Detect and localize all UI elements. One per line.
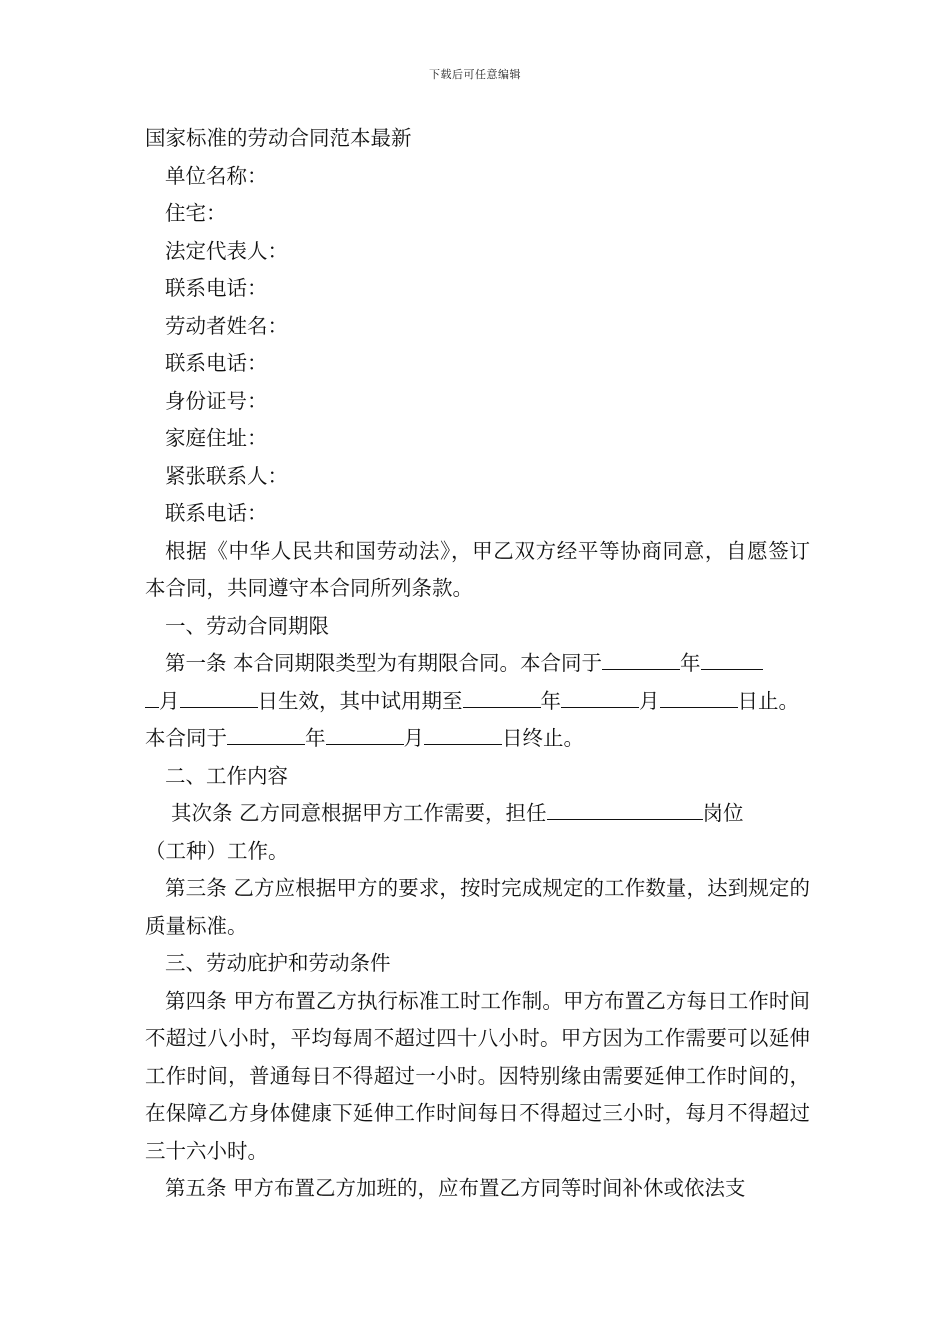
blank-start-month-part1 bbox=[701, 647, 763, 670]
label-month-2: 月 bbox=[639, 688, 660, 713]
article2-text-a: 其次条 乙方同意根据甲方工作需要，担任 bbox=[171, 801, 547, 825]
field-id-number: 身份证号： bbox=[165, 388, 268, 413]
blank-end-year bbox=[227, 722, 305, 745]
blank-probation-year bbox=[463, 685, 541, 708]
article2-paragraph bbox=[145, 795, 810, 870]
article2-line2: （工种）工作。 bbox=[145, 838, 289, 863]
article4-paragraph: 第四条 甲方布置乙方执行标准工时工作制。甲方布置乙方每日工作时间不超过八小时，平均每周不超过四十八小时。甲方因为工作需要可以延伸工作时间，普通每日不得超过一小时。因特别缘由需要延伸工作时间的，在保障乙方身体健康下延伸工作时间每日不得超过三小时，每月不得超过三十六小时。 bbox=[145, 988, 810, 1163]
article1-text-b: 日生效，其中试用期至 bbox=[257, 688, 463, 713]
blank-start-month-part2 bbox=[145, 685, 159, 708]
download-note: 下载后可任意编辑 bbox=[429, 68, 521, 81]
field-phone-emergency: 联系电话： bbox=[165, 501, 268, 525]
document-body bbox=[145, 120, 810, 1208]
field-residence: 住宅： bbox=[165, 201, 227, 225]
section3-heading: 三、劳动庇护和劳动条件 bbox=[165, 951, 391, 975]
section1-heading: 一、劳动合同期限 bbox=[165, 613, 329, 638]
label-year-3: 年 bbox=[305, 726, 326, 750]
article1-line2 bbox=[145, 683, 810, 721]
article1-paragraph bbox=[145, 645, 810, 758]
article1-text-c: 日止。 bbox=[737, 688, 799, 713]
article3-paragraph: 第三条 乙方应根据甲方的要求，按时完成规定的工作数量，达到规定的质量标准。 bbox=[145, 876, 810, 938]
article2-text-b: 岗位 bbox=[702, 801, 744, 825]
article1-text-d: 本合同于 bbox=[145, 726, 227, 750]
blank-start-year bbox=[602, 647, 680, 670]
field-worker-name: 劳动者姓名： bbox=[165, 313, 288, 338]
field-legal-representative: 法定代表人： bbox=[165, 238, 288, 263]
blank-probation-month bbox=[561, 685, 639, 708]
blank-position bbox=[547, 797, 703, 820]
blank-start-day bbox=[180, 685, 258, 708]
article1-line3 bbox=[145, 720, 810, 758]
label-month: 月 bbox=[159, 688, 180, 713]
article1-text-a: 第一条 本合同期限类型为有期限合同。本合同于 bbox=[165, 651, 603, 675]
blank-end-month bbox=[326, 722, 404, 745]
blank-end-day bbox=[424, 722, 502, 745]
label-year-2: 年 bbox=[540, 688, 561, 713]
label-year: 年 bbox=[680, 651, 701, 675]
label-month-3: 月 bbox=[403, 726, 424, 750]
blank-probation-day bbox=[660, 685, 738, 708]
field-emergency-contact: 紧张联系人： bbox=[165, 463, 288, 488]
field-phone-employer: 联系电话： bbox=[165, 276, 268, 300]
preamble-paragraph: 根据《中华人民共和国劳动法》，甲乙双方经平等协商同意，自愿签订本合同，共同遵守本合同所列条款。 bbox=[145, 538, 810, 600]
article1-line1 bbox=[145, 645, 810, 683]
field-home-address: 家庭住址： bbox=[165, 426, 268, 450]
field-phone-worker: 联系电话： bbox=[165, 351, 268, 375]
article5-paragraph: 第五条 甲方布置乙方加班的，应布置乙方同等时间补休或依法支 bbox=[165, 1176, 746, 1200]
field-company-name: 单位名称： bbox=[165, 163, 268, 188]
section2-heading: 二、工作内容 bbox=[165, 763, 288, 788]
article1-text-e: 日终止。 bbox=[502, 726, 584, 750]
document-title: 国家标准的劳动合同范本最新 bbox=[145, 126, 412, 150]
article2-line1 bbox=[145, 795, 810, 833]
